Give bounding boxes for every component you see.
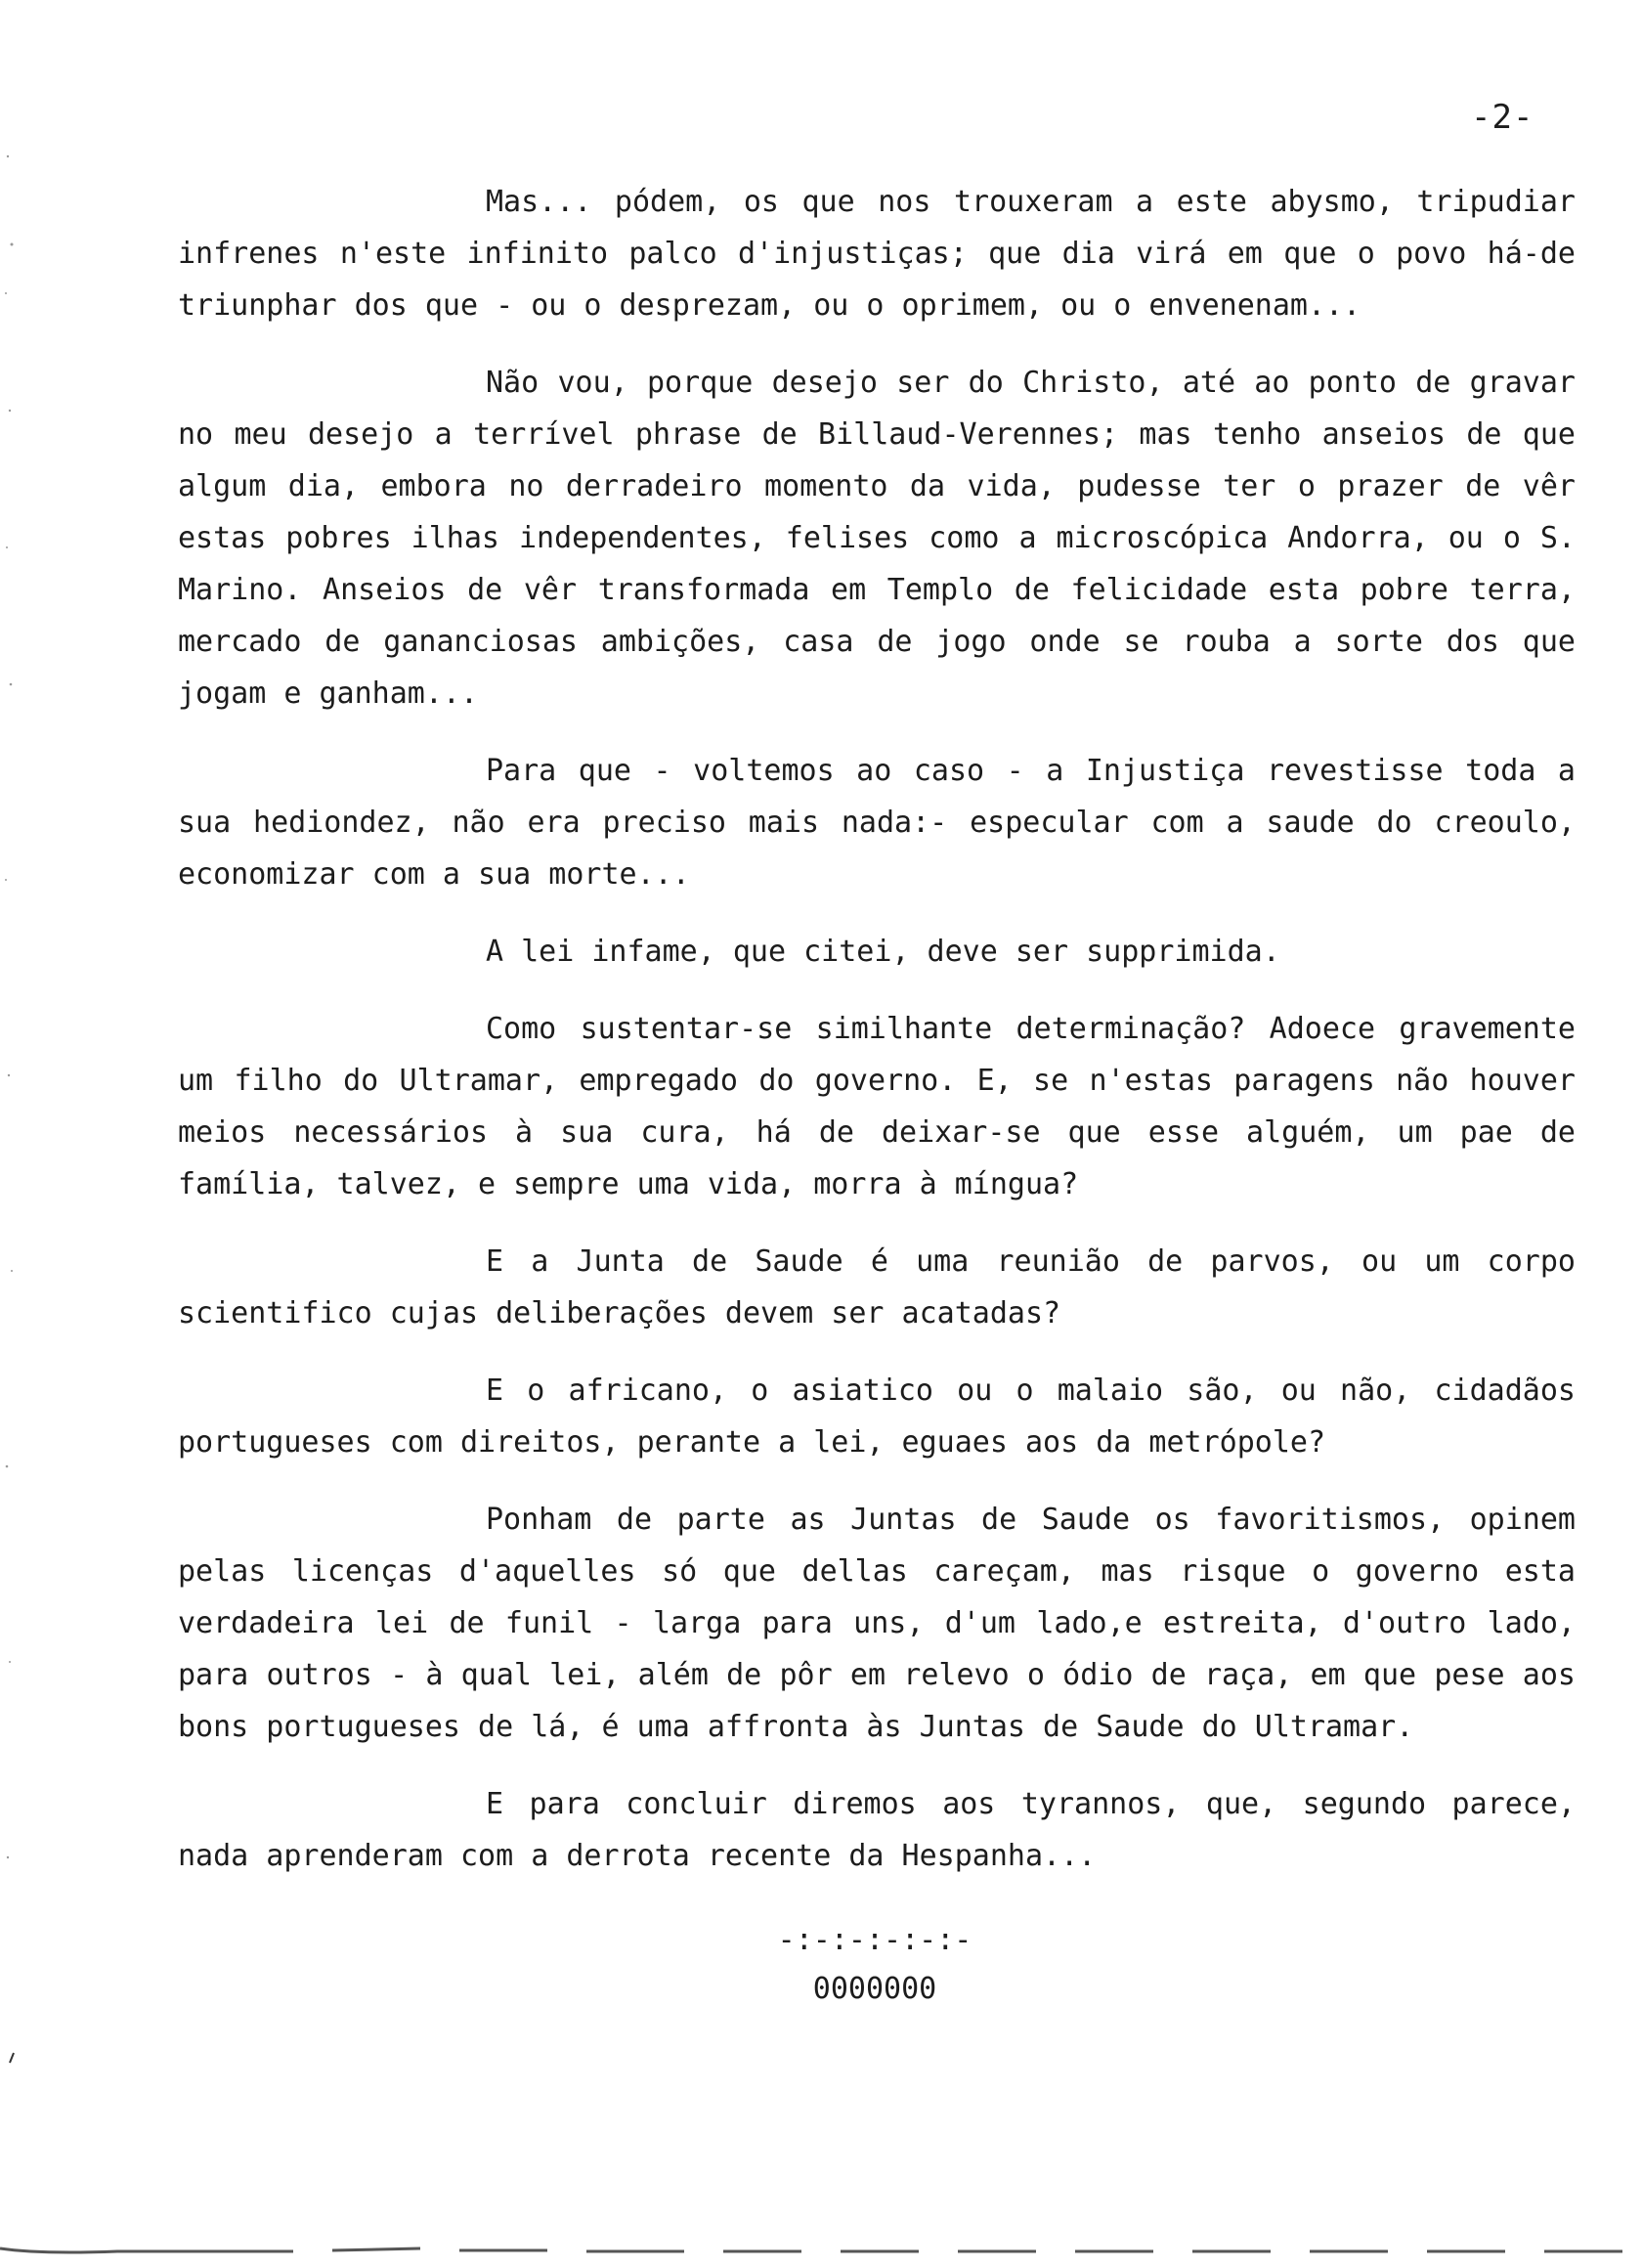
- bottom-page-edge: [0, 2243, 1642, 2256]
- paragraph: A lei infame, que citei, deve ser supprimida.: [486, 935, 1280, 969]
- paragraph: Não vou, porque desejo ser do Christo, até ao ponto de gravar no meu desejo a terrível phrase de Billaud-Verennes; mas tenho anseios de que algum dia, embora no derradeiro momento da vida, pudesse ter o prazer de vêr estas pobres ilhas independentes, felises como a microscópica Andorra, ou o S. Marino. Anseios de vêr transformada em Templo de felicidade esta pobre terra, mercado de gananciosas ambições, casa de jogo onde se rouba a sorte dos que jogam e ganham...: [178, 366, 1576, 711]
- paragraph: Mas... pódem, os que nos trouxeram a este abysmo, tripudiar infrenes n'este infinito palco d'injustiças; que dia virá em que o povo há-de triunphar dos que - ou o desprezam, ou o oprimem, ou o envenenam...: [178, 185, 1576, 323]
- paragraph: E o africano, o asiatico ou o malaio são, ou não, cidadãos portugueses com direitos, perante a lei, eguaes aos da metrópole?: [178, 1374, 1576, 1460]
- ornament-zero-line: 0000000: [812, 1972, 937, 2006]
- body-text: [178, 176, 1576, 1882]
- paragraph: Ponham de parte as Juntas de Saude os favoritismos, opinem pelas licenças d'aquelles só que dellas careçam, mas risque o governo esta verdadeira lei de funil - larga para uns, d'um lado,e estreita, d'outro lado, para outros - à qual lei, além de pôr em relevo o ódio de raça, em que pese aos bons portugueses de lá, é uma affronta às Juntas de Saude do Ultramar.: [178, 1503, 1576, 1744]
- ornament-dash-line: -:-:-:-:-:-: [777, 1923, 972, 1957]
- paragraph: Como sustentar-se similhante determinação? Adoece gravemente um filho do Ultramar, empregado do governo. E, se n'estas paragens não houver meios necessários à sua cura, há de deixar-se que esse alguém, um pae de família, talvez, e sempre uma vida, morra à míngua?: [178, 1012, 1576, 1201]
- paragraph: E para concluir diremos aos tyrannos, que, segundo parece, nada aprenderam com a derrota recente da Hespanha...: [178, 1787, 1576, 1873]
- paragraph: E a Junta de Saude é uma reunião de parvos, ou um corpo scientifico cujas deliberações devem ser acatadas?: [178, 1244, 1576, 1330]
- page-number: -2-: [1471, 98, 1534, 137]
- closing-ornament: [0, 1916, 1642, 2014]
- paragraph: Para que - voltemos ao caso - a Injustiça revestisse toda a sua hediondez, não era preciso mais nada:- especular com a saude do creoulo, economizar com a sua morte...: [178, 754, 1576, 892]
- left-margin-specks: [0, 0, 29, 2268]
